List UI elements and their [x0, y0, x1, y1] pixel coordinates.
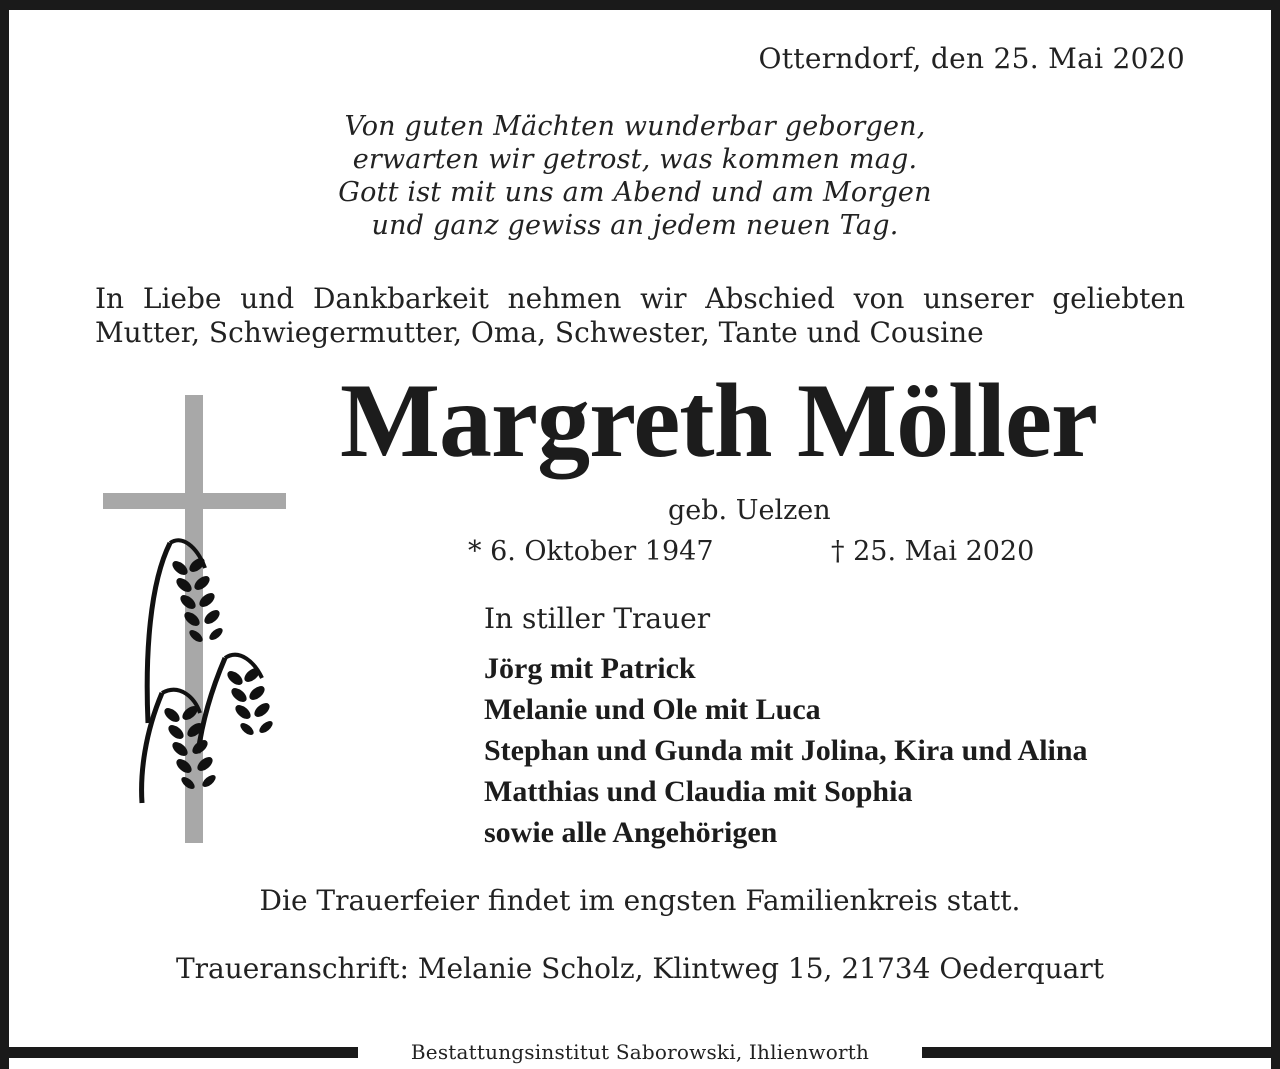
poem-line: Von guten Mächten wunderbar geborgen, — [344, 111, 926, 142]
mourner-name: sowie alle Angehörigen — [484, 816, 778, 849]
mourner-name: Melanie und Ole mit Luca — [484, 693, 821, 726]
birth-date: * 6. Oktober 1947 — [468, 536, 714, 567]
mourner-name: Stephan und Gunda mit Jolina, Kira und Alina — [484, 734, 1088, 767]
mourner-name: Matthias und Claudia mit Sophia — [484, 775, 913, 808]
place-date: Otterndorf, den 25. Mai 2020 — [758, 42, 1185, 75]
intro-line: In Liebe und Dankbarkeit nehmen wir Abschied von unserer geliebten — [95, 282, 1185, 315]
wheat-icon — [142, 540, 275, 803]
ceremony-note: Die Trauerfeier findet im engsten Familienkreis statt. — [259, 884, 1021, 917]
poem-line: erwarten wir getrost, was kommen mag. — [352, 144, 918, 175]
poem — [0, 110, 1280, 242]
intro-line: Mutter, Schwiegermutter, Oma, Schwester, Tante und Cousine — [95, 316, 984, 349]
mourner-name: Jörg mit Patrick — [484, 652, 696, 685]
undertaker-name: Bestattungsinstitut Saborowski, Ihlienworth — [410, 1040, 870, 1064]
intro-text — [95, 282, 1185, 350]
mourning-heading: In stiller Trauer — [484, 602, 711, 635]
birth-name: geb. Uelzen — [668, 495, 831, 526]
mourner-list — [484, 648, 1088, 853]
frame-top-border — [0, 0, 1280, 10]
cross-with-wheat-icon — [100, 393, 300, 853]
footer-bar-left — [0, 1047, 358, 1058]
death-date: † 25. Mai 2020 — [831, 536, 1035, 567]
poem-line: und ganz gewiss an jedem neuen Tag. — [371, 210, 899, 241]
mourning-address: Traueranschrift: Melanie Scholz, Klintweg 15, 21734 Oederquart — [175, 952, 1105, 985]
footer-bar-right — [922, 1047, 1280, 1058]
poem-line: Gott ist mit uns am Abend und am Morgen — [338, 177, 932, 208]
deceased-name: Margreth Möller — [340, 362, 1098, 479]
